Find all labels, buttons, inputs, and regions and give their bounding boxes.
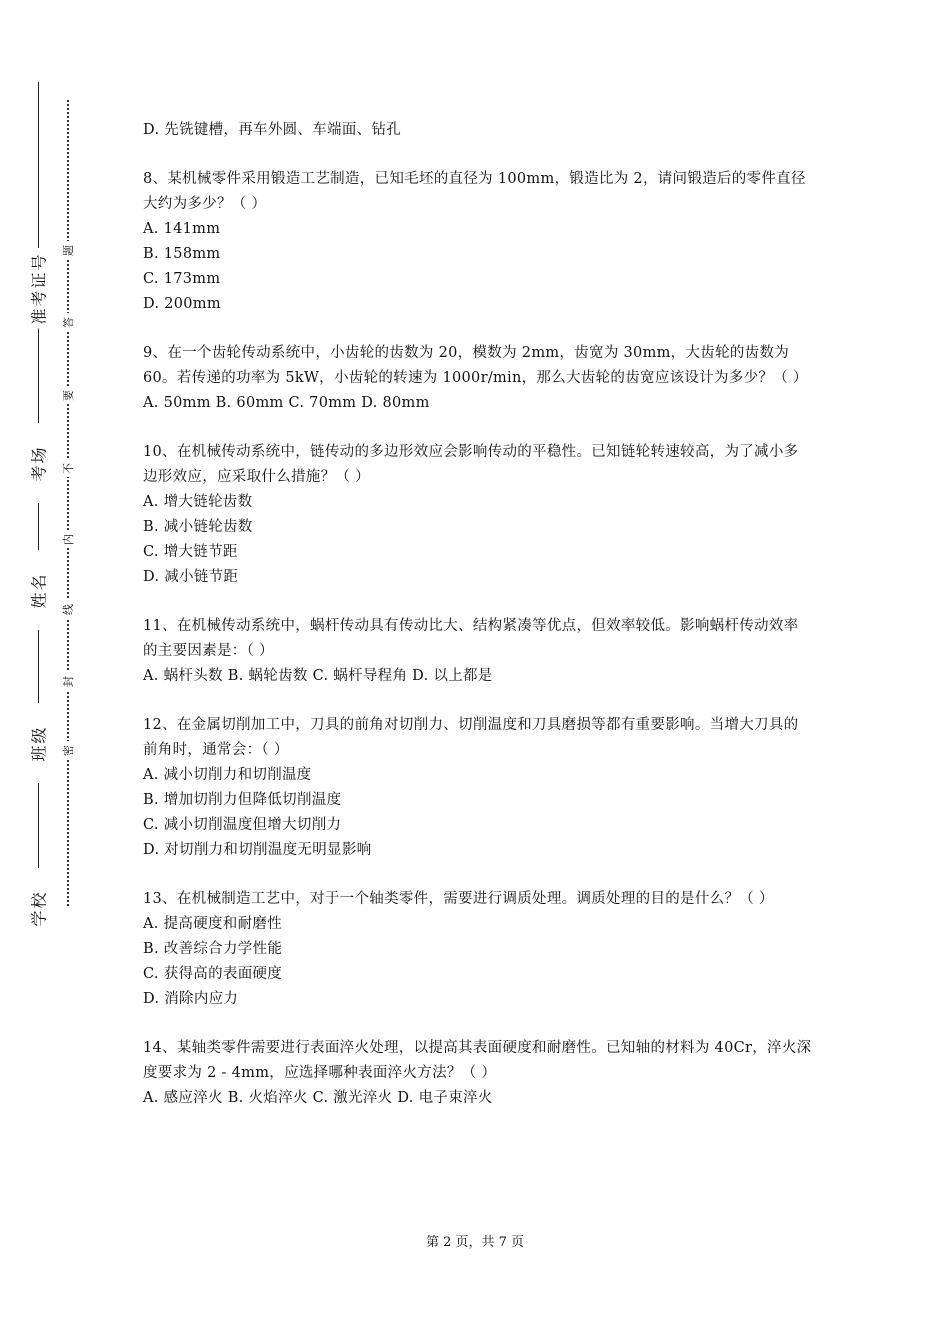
school-label: 学校 [18,868,58,948]
name-label: 姓名 [18,550,58,630]
exam-room-label: 考场 [18,423,58,503]
option: C. 增大链节距 [143,544,238,560]
question-14 [143,1036,813,1111]
admission-number-label: 准考证号 [18,248,58,328]
option: D. 先铣键槽，再车外圆、车端面、钻孔 [143,122,402,138]
seal-char: 题 [59,241,77,259]
question-text: 10、在机械传动系统中，链传动的多边形效应会影响传动的平稳性。已知链轮转速较高，为了减小多边形效应，应采取什么措施？（ ） [143,444,799,485]
question-text: 8、某机械零件采用锻造工艺制造，已知毛坯的直径为 100mm，锻造比为 2，请问锻造后的零件直径大约为多少？（ ） [143,171,806,212]
question-text: 9、在一个齿轮传动系统中，小齿轮的齿数为 20，模数为 2mm，齿宽为 30mm，大齿轮的齿数为 60。若传递的功率为 5kW，小齿轮的转速为 1000r/min，那么大齿轮的齿宽应该设计为多少？（ ） [143,345,808,386]
page-number: 第 2 页，共 7 页 [425,1235,525,1250]
seal-char: 内 [59,530,77,548]
question-text: 11、在机械传动系统中，蜗杆传动具有传动比大、结构紧凑等优点，但效率较低。影响蜗杆传动效率的主要因素是：（ ） [143,618,799,659]
binding-margin [0,0,110,1344]
question-10 [143,440,813,590]
question-11 [143,614,813,689]
seal-dotted-line [67,100,69,906]
option: D. 消除内应力 [143,991,239,1007]
seal-char: 答 [59,313,77,331]
option: D. 减小链节距 [143,569,239,585]
question-text: 14、某轴类零件需要进行表面淬火处理，以提高其表面硬度和耐磨性。已知轴的材料为 40Cr，淬火深度要求为 2 - 4mm，应选择哪种表面淬火方法？（ ） [143,1040,812,1081]
seal-char: 线 [59,600,77,618]
option: A. 141mm [143,221,221,237]
question-9 [143,341,813,416]
seal-char: 不 [59,459,77,477]
question-7-tail [143,118,813,143]
question-8 [143,167,813,317]
option: A. 提高硬度和耐磨性 [143,916,282,932]
option: A. 减小切削力和切削温度 [143,767,312,783]
option: B. 增加切削力但降低切削温度 [143,792,342,808]
option: A. 50mm B. 60mm C. 70mm D. 80mm [143,395,430,411]
option: D. 200mm [143,296,221,312]
seal-char: 封 [59,672,77,690]
option: A. 蜗杆头数 B. 蜗轮齿数 C. 蜗杆导程角 D. 以上都是 [143,668,493,684]
question-text: 13、在机械制造工艺中，对于一个轴类零件，需要进行调质处理。调质处理的目的是什么？（ ） [143,891,774,907]
option: C. 减小切削温度但增大切削力 [143,817,342,833]
question-list [143,118,813,1135]
option: C. 173mm [143,271,221,287]
seal-char: 要 [59,386,77,404]
option: B. 158mm [143,246,221,262]
class-label: 班级 [18,703,58,783]
question-text: 12、在金属切削加工中，刀具的前角对切削力、切削温度和刀具磨损等都有重要影响。当增大刀具的前角时，通常会：（ ） [143,717,799,758]
question-12 [143,713,813,863]
seal-char: 密 [59,741,77,759]
option: D. 对切削力和切削温度无明显影响 [143,842,372,858]
option: B. 减小链轮齿数 [143,519,253,535]
option: B. 改善综合力学性能 [143,941,283,957]
option: C. 获得高的表面硬度 [143,966,283,982]
question-13 [143,887,813,1012]
option: A. 增大链轮齿数 [143,494,253,510]
option: A. 感应淬火 B. 火焰淬火 C. 激光淬火 D. 电子束淬火 [143,1090,493,1106]
